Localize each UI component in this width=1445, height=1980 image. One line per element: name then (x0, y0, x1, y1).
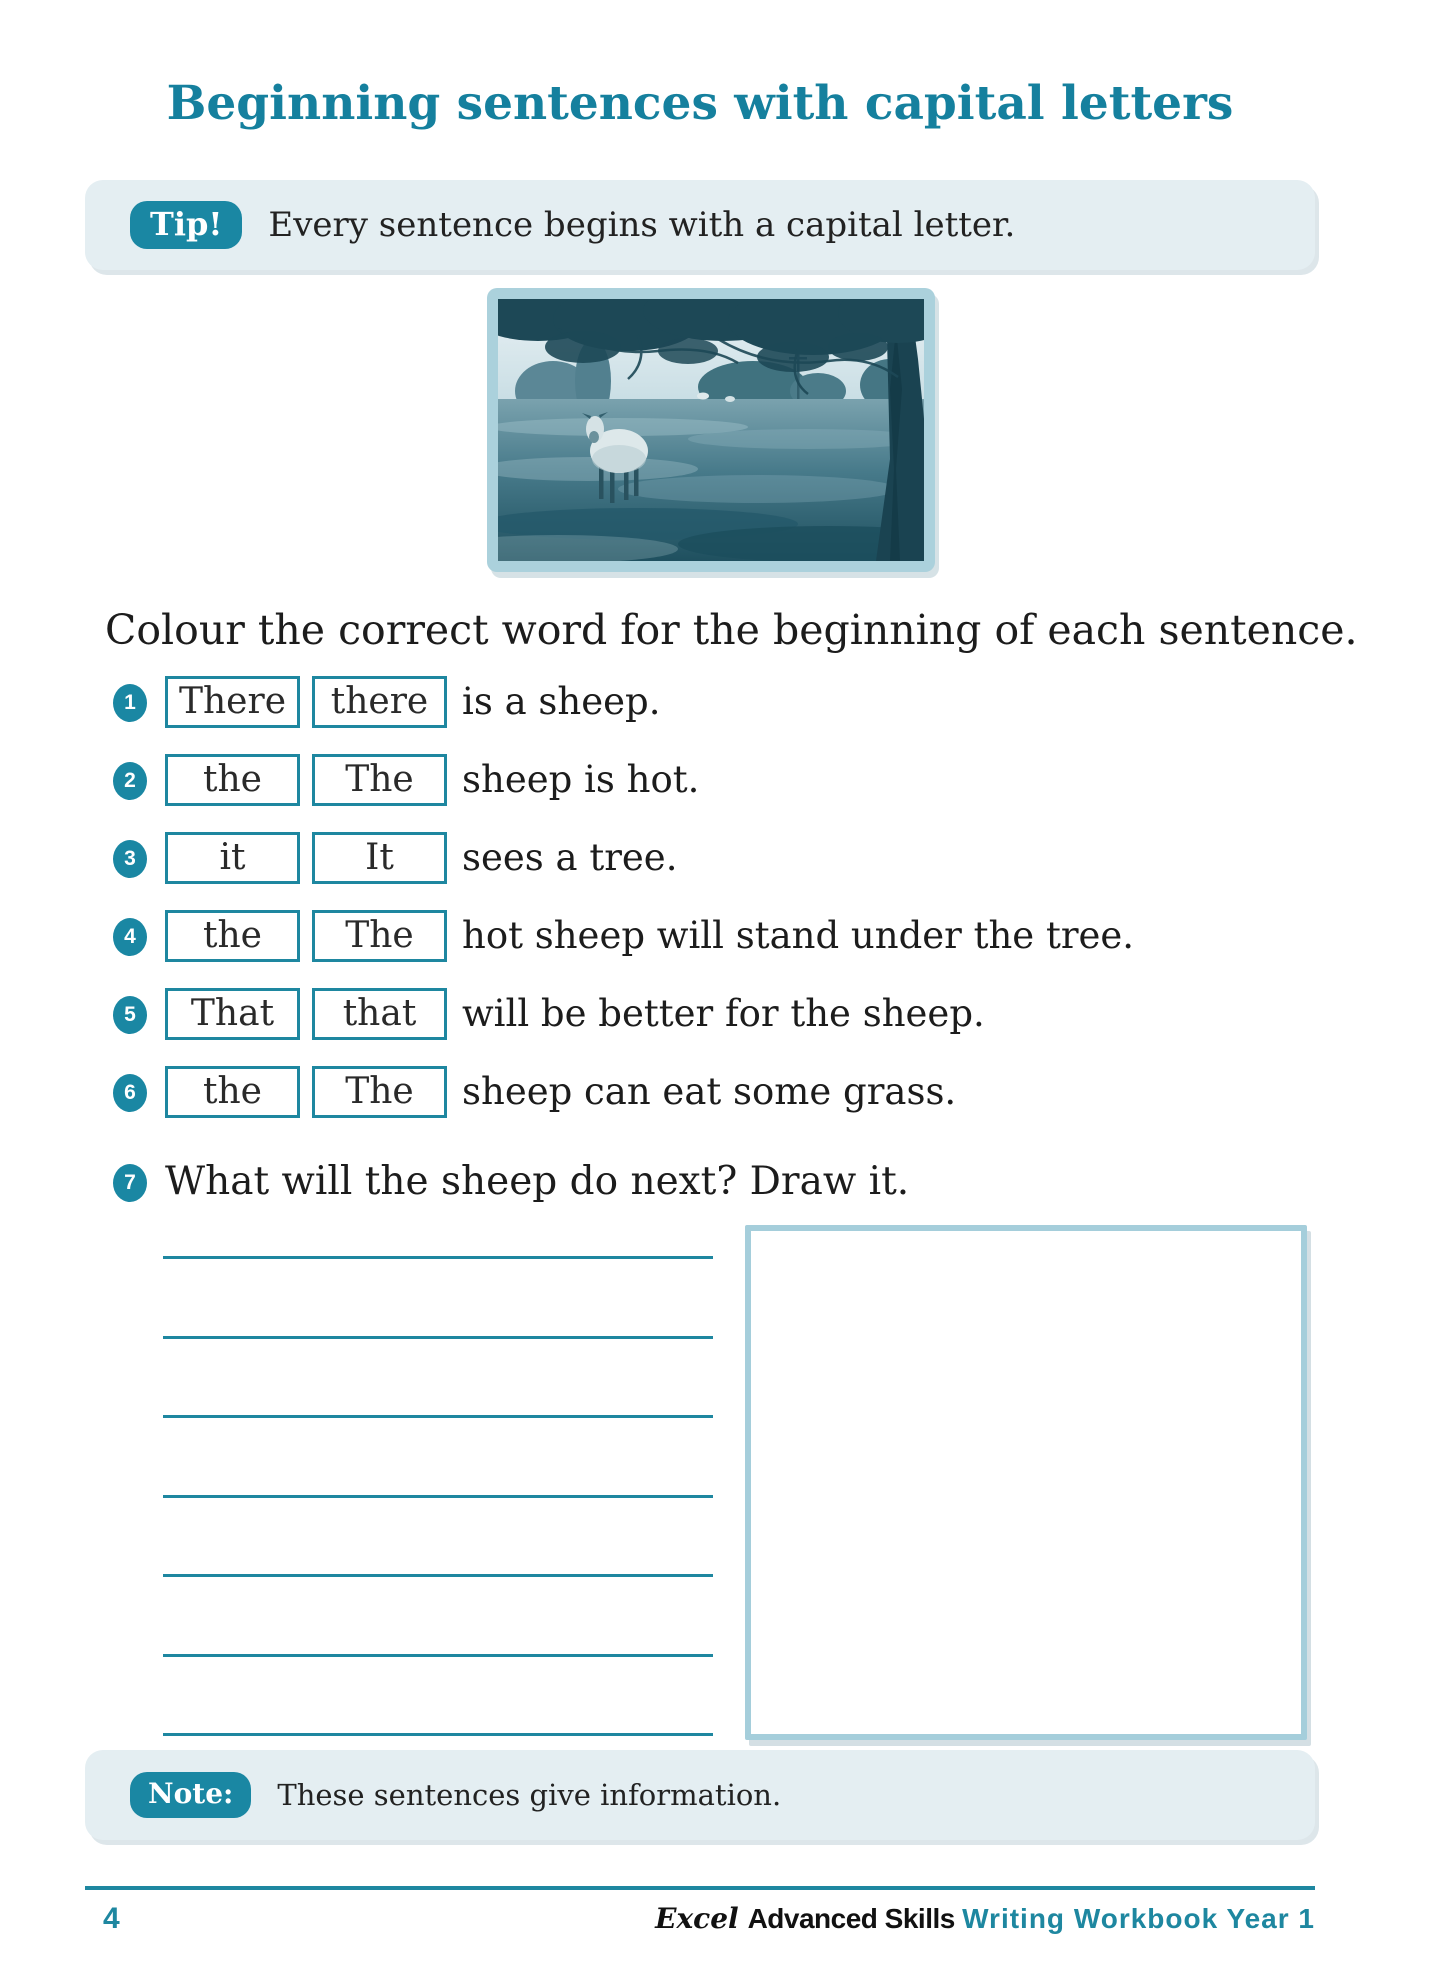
footer-brand-excel: Excel (655, 1902, 739, 1935)
sheep-photo-frame (487, 288, 935, 572)
question-number-badge: 6 (113, 1074, 147, 1112)
word-choice-box[interactable]: The (312, 754, 447, 806)
word-choice-box[interactable]: The (312, 1066, 447, 1118)
question-number-badge: 7 (113, 1164, 147, 1202)
tip-text: Every sentence begins with a capital letter. (268, 205, 1016, 245)
drawing-box[interactable] (745, 1225, 1307, 1740)
footer-book-title: Writing Workbook Year 1 (962, 1903, 1315, 1934)
question-number-badge: 4 (113, 918, 147, 956)
word-choice-box[interactable]: the (165, 910, 300, 962)
word-choice-box[interactable]: There (165, 676, 300, 728)
note-panel (85, 1750, 1315, 1840)
page-title: Beginning sentences with capital letters (166, 76, 1234, 131)
question-row-2 (0, 754, 1445, 806)
writing-line[interactable] (163, 1574, 713, 1577)
sentence-text: hot sheep will stand under the tree. (462, 914, 1135, 957)
footer-brand (655, 1902, 1315, 1935)
writing-line[interactable] (163, 1733, 713, 1736)
word-choice-box[interactable]: the (165, 754, 300, 806)
writing-line[interactable] (163, 1654, 713, 1657)
word-choice-box[interactable]: it (165, 832, 300, 884)
word-choice-box[interactable]: That (165, 988, 300, 1040)
note-badge: Note: (130, 1772, 251, 1818)
question-row-5 (0, 988, 1445, 1040)
instruction-text: Colour the correct word for the beginning of each sentence. (105, 606, 1358, 654)
sentence-text: sheep is hot. (462, 758, 700, 801)
word-choice-box[interactable]: there (312, 676, 447, 728)
sheep-photo (498, 299, 924, 561)
writing-line[interactable] (163, 1336, 713, 1339)
tip-panel (85, 180, 1315, 270)
word-choice-box[interactable]: that (312, 988, 447, 1040)
question-row-3 (0, 832, 1445, 884)
footer-brand-skills: Advanced Skills (747, 1903, 963, 1934)
question7-text: What will the sheep do next? Draw it. (165, 1159, 910, 1204)
question-number-badge: 3 (113, 840, 147, 878)
word-choice-box[interactable]: The (312, 910, 447, 962)
question-row-1 (0, 676, 1445, 728)
sentence-text: sees a tree. (462, 836, 678, 879)
sentence-text: will be better for the sheep. (462, 992, 985, 1035)
question-row-6 (0, 1066, 1445, 1118)
question-number-badge: 5 (113, 996, 147, 1034)
footer-rule (85, 1886, 1315, 1890)
writing-line[interactable] (163, 1415, 713, 1418)
writing-line[interactable] (163, 1256, 713, 1259)
sentence-text: is a sheep. (462, 680, 661, 723)
writing-line[interactable] (163, 1495, 713, 1498)
question-number-badge: 1 (113, 684, 147, 722)
question-row-4 (0, 910, 1445, 962)
note-text: These sentences give information. (277, 1778, 782, 1812)
question-row-7 (0, 1156, 1445, 1208)
word-choice-box[interactable]: It (312, 832, 447, 884)
word-choice-box[interactable]: the (165, 1066, 300, 1118)
question-number-badge: 2 (113, 762, 147, 800)
tip-badge: Tip! (130, 201, 242, 249)
page-number: 4 (103, 1902, 120, 1935)
sentence-text: sheep can eat some grass. (462, 1070, 957, 1113)
